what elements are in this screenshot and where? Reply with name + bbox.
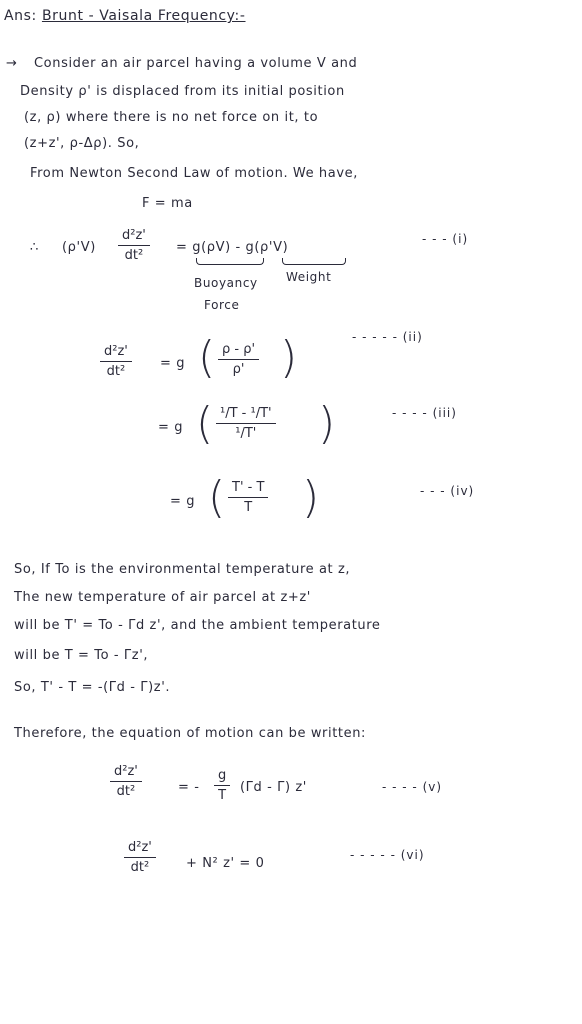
eq3-inner-denominator: ¹/T': [235, 426, 257, 441]
eq1-lhs-coef: (ρ'V): [62, 240, 96, 255]
para3-line1: So, If To is the environmental temperature at z,: [14, 562, 351, 577]
eq3-inner-numerator: ¹/T - ¹/T': [220, 406, 272, 421]
fraction-bar: [228, 497, 268, 498]
eq5-g: g: [218, 768, 227, 783]
eq4-inner-denominator: T: [244, 500, 253, 515]
eq1-derivative: [118, 228, 150, 263]
weight-brace: [282, 258, 346, 265]
para4-line1: Therefore, the equation of motion can be written:: [14, 726, 367, 741]
newton-law: F = ma: [142, 196, 193, 211]
para3-line3: will be T' = To - Γd z', and the ambient temperature: [14, 618, 381, 633]
right-paren: ): [280, 332, 298, 383]
eq3-inner-fraction: [216, 406, 276, 441]
eq3-equals-g: = g: [158, 420, 184, 435]
fraction-bar: [118, 245, 150, 246]
fraction-bar: [124, 857, 156, 858]
para1-line1: Consider an air parcel having a volume V and: [34, 56, 358, 71]
fraction-bar: [218, 359, 259, 360]
eq2-equals-g: = g: [160, 356, 186, 371]
para3-line2: The new temperature of air parcel at z+z': [14, 590, 311, 605]
eq6-tag: - - - - - (vi): [350, 848, 425, 862]
fraction-bar: [100, 361, 132, 362]
bullet-arrow: →: [6, 56, 18, 71]
left-paren: (: [208, 472, 226, 523]
answer-heading: [4, 8, 246, 24]
right-paren: ): [302, 472, 320, 523]
para3-line4: will be T = To - Γz',: [14, 648, 149, 663]
eq1-denominator: dt²: [124, 248, 144, 263]
eq1-numerator: d²z': [122, 228, 146, 243]
eq6-denominator: dt²: [130, 860, 150, 875]
fraction-bar: [214, 785, 230, 786]
para1-line3: (z, ρ) where there is no net force on it, to: [24, 110, 319, 125]
eq5-tag: - - - - (v): [382, 780, 443, 794]
eq5-derivative: [110, 764, 142, 799]
fraction-bar: [110, 781, 142, 782]
eq2-inner-numerator: ρ - ρ': [222, 342, 256, 357]
eq6-derivative: [124, 840, 156, 875]
eq4-equals-g: = g: [170, 494, 196, 509]
buoyancy-label: Buoyancy: [194, 276, 258, 290]
eq2-numerator: d²z': [104, 344, 128, 359]
fraction-bar: [216, 423, 276, 424]
weight-label: Weight: [286, 270, 332, 284]
eq2-inner-denominator: ρ': [232, 362, 245, 377]
eq2-tag: - - - - - (ii): [352, 330, 423, 344]
eq5-rest: (Γd - Γ) z': [240, 780, 307, 795]
eq5-numerator: d²z': [114, 764, 138, 779]
eq6-rest: + N² z' = 0: [186, 856, 265, 871]
eq2-derivative: [100, 344, 132, 379]
buoyancy-brace: [196, 258, 264, 265]
eq1-rhs: = g(ρV) - g(ρ'V): [176, 240, 289, 255]
eq1-tag: - - - (i): [422, 232, 469, 246]
left-paren: (: [198, 332, 216, 383]
answer-label: Ans:: [4, 8, 37, 24]
eq5-equals-minus: = -: [178, 780, 200, 795]
para1-line2: Density ρ' is displaced from its initial position: [20, 84, 345, 99]
eq3-tag: - - - - (iii): [392, 406, 457, 420]
eq6-numerator: d²z': [128, 840, 152, 855]
eq5-g-over-t: [214, 768, 230, 803]
left-paren: (: [196, 398, 214, 449]
eq2-inner-fraction: [218, 342, 259, 377]
para3-line5: So, T' - T = -(Γd - Γ)z'.: [14, 680, 171, 695]
answer-title: Brunt - Vaisala Frequency:-: [41, 8, 246, 24]
eq5-t: T: [218, 788, 227, 803]
therefore-symbol: ∴: [30, 240, 39, 255]
eq4-inner-fraction: [228, 480, 268, 515]
eq2-denominator: dt²: [106, 364, 126, 379]
para1-line4: (z+z', ρ-Δρ). So,: [24, 136, 140, 151]
right-paren: ): [318, 398, 336, 449]
eq5-denominator: dt²: [116, 784, 136, 799]
force-label: Force: [204, 298, 240, 312]
eq4-inner-numerator: T' - T: [232, 480, 265, 495]
eq4-tag: - - - (iv): [420, 484, 475, 498]
para2-line1: From Newton Second Law of motion. We have,: [30, 166, 358, 181]
